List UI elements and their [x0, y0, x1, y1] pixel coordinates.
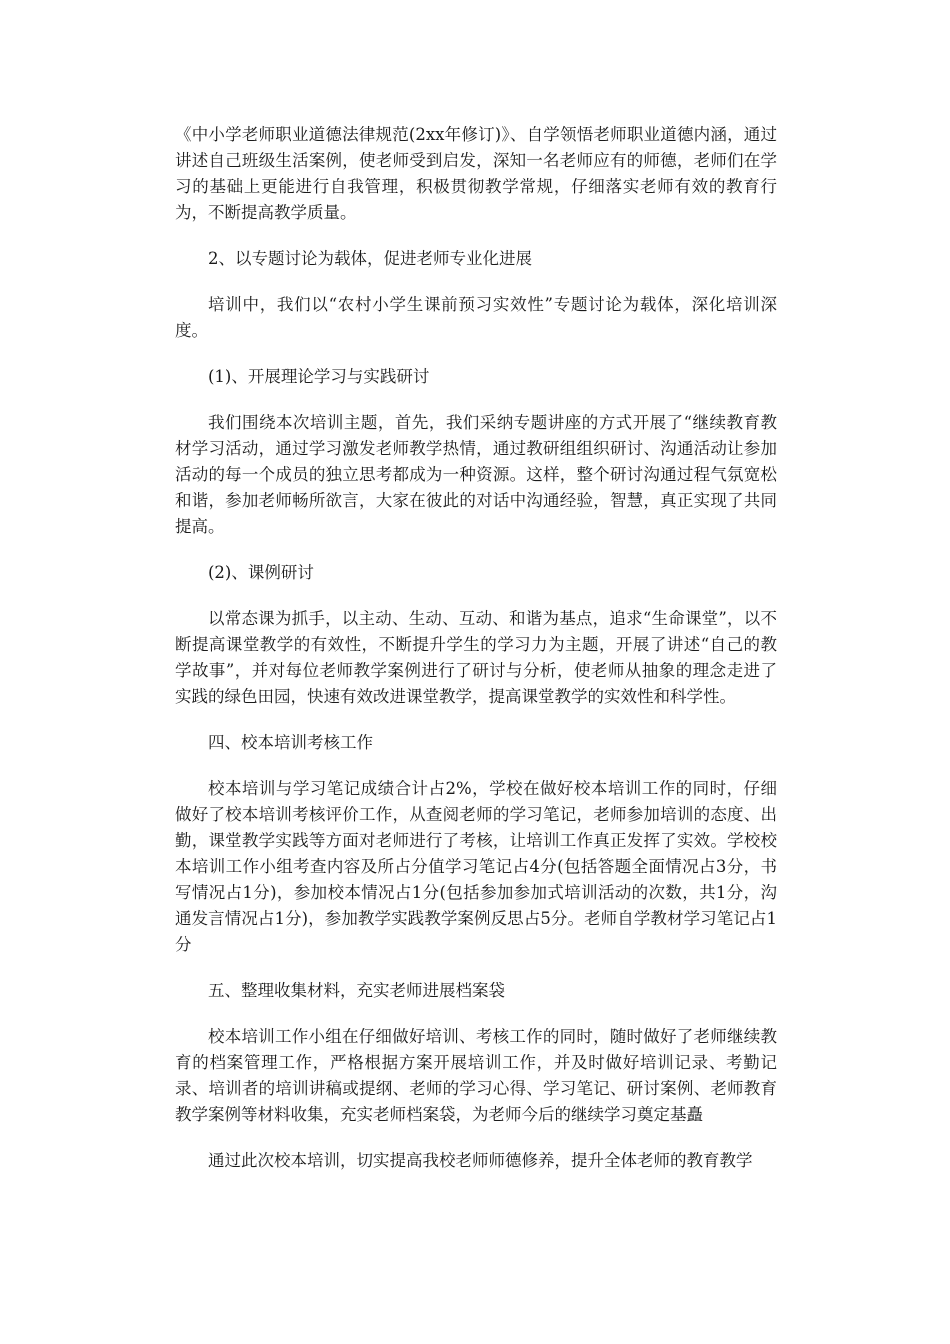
- subheading-theory-study: (1)、开展理论学习与实践研讨: [208, 367, 430, 386]
- paragraph-archive: 校本培训工作小组在仔细做好培训、考核工作的同时，随时做好了老师继续教育的档案管理工作，严格根据方案开展培训工作，并及时做好培训记录、考勤记录、培训者的培训讲稿或提纲、老师的学习心得、学习笔记、研讨案例、老师教育教学案例等材料收集，充实老师档案袋，为老师今后的继续学习奠定基矗: [175, 1027, 777, 1124]
- heading-topic-discussion: 2、以专题讨论为载体，促进老师专业化进展: [208, 249, 532, 268]
- subheading-case-study: (2)、课例研讨: [208, 563, 314, 582]
- paragraph-assessment: 校本培训与学习笔记成绩合计占2%，学校在做好校本培训工作的同时，仔细做好了校本培训考核评价工作，从查阅老师的学习笔记，老师参加培训的态度、出勤，课堂教学实践等方面对老师进行了考核，让培训工作真正发挥了实效。学校校本培训工作小组考查内容及所占分值学习笔记占4分(包括答题全面情况占3分，书写情况占1分)，参加校本情况占1分(包括参加参加式培训活动的次数，共1分，沟通发言情况占1分)，参加教学实践教学案例反思占5分。老师自学教材学习笔记占1分: [175, 779, 777, 954]
- heading-assessment: 四、校本培训考核工作: [208, 733, 373, 752]
- document-page: [175, 122, 777, 1174]
- paragraph-theory-study: 我们围绕本次培训主题，首先，我们采纳专题讲座的方式开展了“继续教育教材学习活动，通过学习激发老师教学热情，通过教研组组织研讨、沟通活动让参加活动的每一个成员的独立思考都成为一种资源。这样，整个研讨沟通过程气氛宽松和谐，参加老师畅所欲言，大家在彼此的对话中沟通经验，智慧，真正实现了共同提高。: [175, 413, 777, 536]
- paragraph-ethics-continuation: 《中小学老师职业道德法律规范(2xx年修订)》、自学领悟老师职业道德内涵，通过讲述自己班级生活案例，使老师受到启发，深知一名老师应有的师德，老师们在学习的基础上更能进行自我管理，积极贯彻教学常规，仔细落实老师有效的教育行为，不断提高教学质量。: [175, 125, 777, 222]
- paragraph-training-depth: 培训中，我们以“农村小学生课前预习实效性”专题讨论为载体，深化培训深度。: [175, 295, 777, 340]
- paragraph-case-study: 以常态课为抓手，以主动、生动、互动、和谐为基点，追求“生命课堂”，以不断提高课堂教学的有效性，不断提升学生的学习力为主题，开展了讲述“自己的教学故事”，并对每位老师教学案例进行了研讨与分析，使老师从抽象的理念走进了实践的绿色田园，快速有效改进课堂教学，提高课堂教学的实效性和科学性。: [175, 609, 777, 706]
- heading-archive: 五、整理收集材料，充实老师进展档案袋: [208, 981, 505, 1000]
- paragraph-conclusion: 通过此次校本培训，切实提高我校老师师德修养，提升全体老师的教育教学: [208, 1151, 753, 1170]
